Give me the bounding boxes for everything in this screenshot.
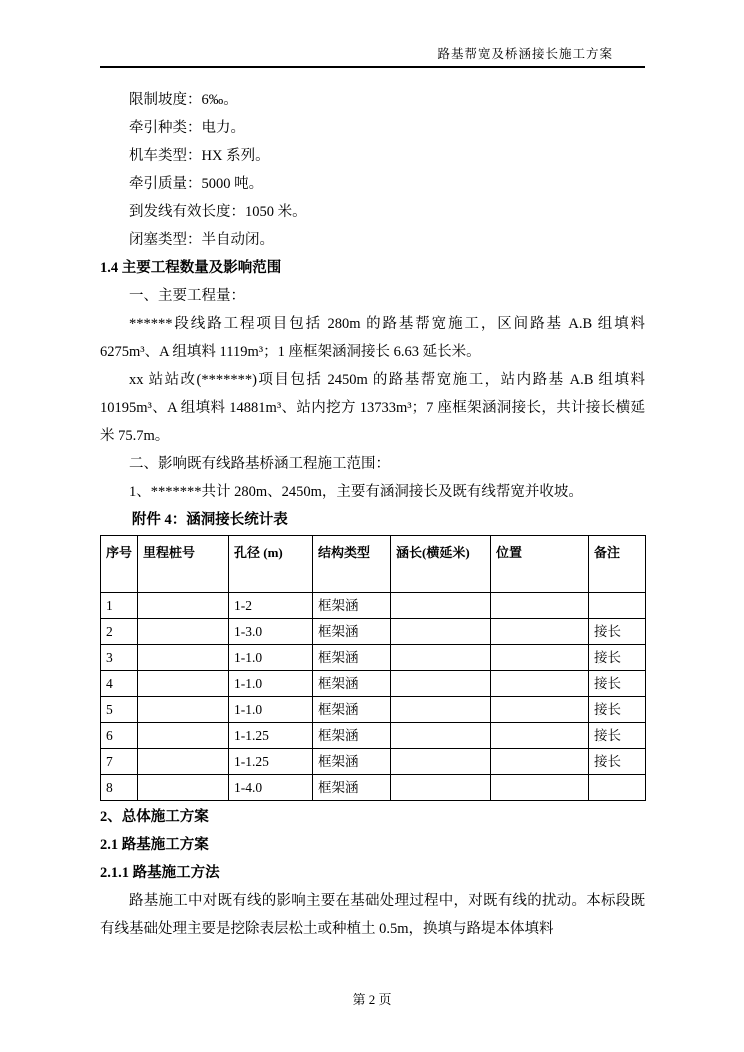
header-title: 路基帮宽及桥涵接长施工方案: [437, 47, 613, 61]
page-number: 第 2 页: [352, 992, 392, 1007]
table-cell: [589, 593, 646, 619]
intro-line-track-length: 到发线有效长度：1050 米。: [129, 204, 307, 220]
table-row: [101, 749, 646, 775]
table-cell: [138, 749, 229, 775]
table-row: [101, 697, 646, 723]
table-cell: [138, 697, 229, 723]
table-cell: 1-4.0: [229, 775, 313, 801]
table-cell: 框架涵: [313, 723, 391, 749]
paragraph-roadbed-method: 路基施工中对既有线的影响主要在基础处理过程中，对既有线的扰动。本标段既有线基础处理主要是挖除表层松土或种植土 0.5m，换填与路堤本体填料: [100, 893, 645, 937]
table-cell: [491, 593, 589, 619]
table-row: [101, 775, 646, 801]
table-cell: [491, 775, 589, 801]
table-cell: [391, 749, 491, 775]
table-cell: [391, 671, 491, 697]
table-cell: 接长: [589, 723, 646, 749]
paragraph-section-scope: ******段线路工程项目包括 280m 的路基帮宽施工，区间路基 A.B 组填料 6275m³、A 组填料 1119m³；1 座框架涵洞接长 6.63 延长米。: [100, 316, 645, 360]
table-header-seq: 序号: [101, 536, 138, 593]
list-item-main-quantities: 一、主要工程量：: [129, 288, 245, 304]
table-cell: 接长: [589, 619, 646, 645]
table-cell: 1-1.0: [229, 697, 313, 723]
table-cell: 框架涵: [313, 775, 391, 801]
heading-2-1: 2.1 路基施工方案: [100, 837, 209, 853]
table-cell: 1-2: [229, 593, 313, 619]
table-cell: 5: [101, 697, 138, 723]
table-row: [101, 723, 646, 749]
intro-line-traction-type: 牵引种类：电力。: [129, 120, 245, 136]
intro-line-block-type: 闭塞类型：半自动闭。: [129, 232, 274, 248]
table-cell: 接长: [589, 671, 646, 697]
table-cell: 8: [101, 775, 138, 801]
table-header-aperture: 孔径 (m): [229, 536, 313, 593]
intro-line-traction-mass: 牵引质量：5000 吨。: [129, 176, 264, 192]
table-header-length: 涵长(横延米): [391, 536, 491, 593]
table-row: [101, 671, 646, 697]
table-cell: [391, 593, 491, 619]
table-cell: 1: [101, 593, 138, 619]
table-cell: 框架涵: [313, 749, 391, 775]
heading-2: 2、总体施工方案: [100, 809, 209, 825]
intro-line-locomotive: 机车类型：HX 系列。: [129, 148, 270, 164]
table-cell: 6: [101, 723, 138, 749]
intro-line-gradient: 限制坡度：6‰。: [129, 92, 238, 108]
paragraph-impact-detail: 1、*******共计 280m、2450m，主要有涵洞接长及既有线帮宽并收坡。: [129, 484, 583, 500]
table-cell: [138, 645, 229, 671]
table-cell: 1-1.0: [229, 645, 313, 671]
table-cell: 7: [101, 749, 138, 775]
table-cell: [391, 645, 491, 671]
table-cell: 接长: [589, 645, 646, 671]
table-cell: [138, 619, 229, 645]
table-cell: [491, 645, 589, 671]
table-row: [101, 593, 646, 619]
table-cell: [491, 619, 589, 645]
table-row: [101, 619, 646, 645]
table-header-structure: 结构类型: [313, 536, 391, 593]
table-cell: [391, 619, 491, 645]
table-cell: [391, 775, 491, 801]
table-cell: [589, 775, 646, 801]
table-cell: [391, 697, 491, 723]
table-cell: 框架涵: [313, 697, 391, 723]
table-cell: 框架涵: [313, 671, 391, 697]
table-cell: 1-1.25: [229, 749, 313, 775]
table-cell: [391, 723, 491, 749]
table-cell: [138, 671, 229, 697]
table-header-position: 位置: [491, 536, 589, 593]
table-cell: [138, 593, 229, 619]
table-cell: [138, 775, 229, 801]
table-header-row: [101, 536, 646, 593]
document-content: [100, 86, 645, 943]
page-header: [100, 44, 645, 68]
table-cell: 3: [101, 645, 138, 671]
culvert-extension-table: [100, 535, 646, 801]
attachment-table-title: 附件 4：涵洞接长统计表: [131, 512, 288, 528]
table-cell: 接长: [589, 749, 646, 775]
table-cell: [491, 671, 589, 697]
table-row: [101, 645, 646, 671]
table-cell: 框架涵: [313, 645, 391, 671]
table-cell: [491, 697, 589, 723]
table-cell: 框架涵: [313, 593, 391, 619]
table-cell: [138, 723, 229, 749]
table-cell: [491, 749, 589, 775]
table-cell: 4: [101, 671, 138, 697]
table-cell: 接长: [589, 697, 646, 723]
table-cell: 1-3.0: [229, 619, 313, 645]
list-item-impact-scope: 二、影响既有线路基桥涵工程施工范围：: [129, 456, 390, 472]
table-cell: 1-1.0: [229, 671, 313, 697]
table-cell: 1-1.25: [229, 723, 313, 749]
table-body: [101, 593, 646, 801]
paragraph-station-scope: xx 站站改(*******)项目包括 2450m 的路基帮宽施工，站内路基 A.B 组填料 10195m³、A 组填料 14881m³、站内挖方 13733m³；7 座框架涵洞接长，共计接长横延米 75.7m。: [100, 372, 645, 444]
heading-2-1-1: 2.1.1 路基施工方法: [100, 865, 220, 881]
table-header-mileage: 里程桩号: [138, 536, 229, 593]
table-cell: [491, 723, 589, 749]
table-cell: 2: [101, 619, 138, 645]
table-cell: 框架涵: [313, 619, 391, 645]
heading-1-4: 1.4 主要工程数量及影响范围: [100, 260, 282, 276]
table-header-remark: 备注: [589, 536, 646, 593]
